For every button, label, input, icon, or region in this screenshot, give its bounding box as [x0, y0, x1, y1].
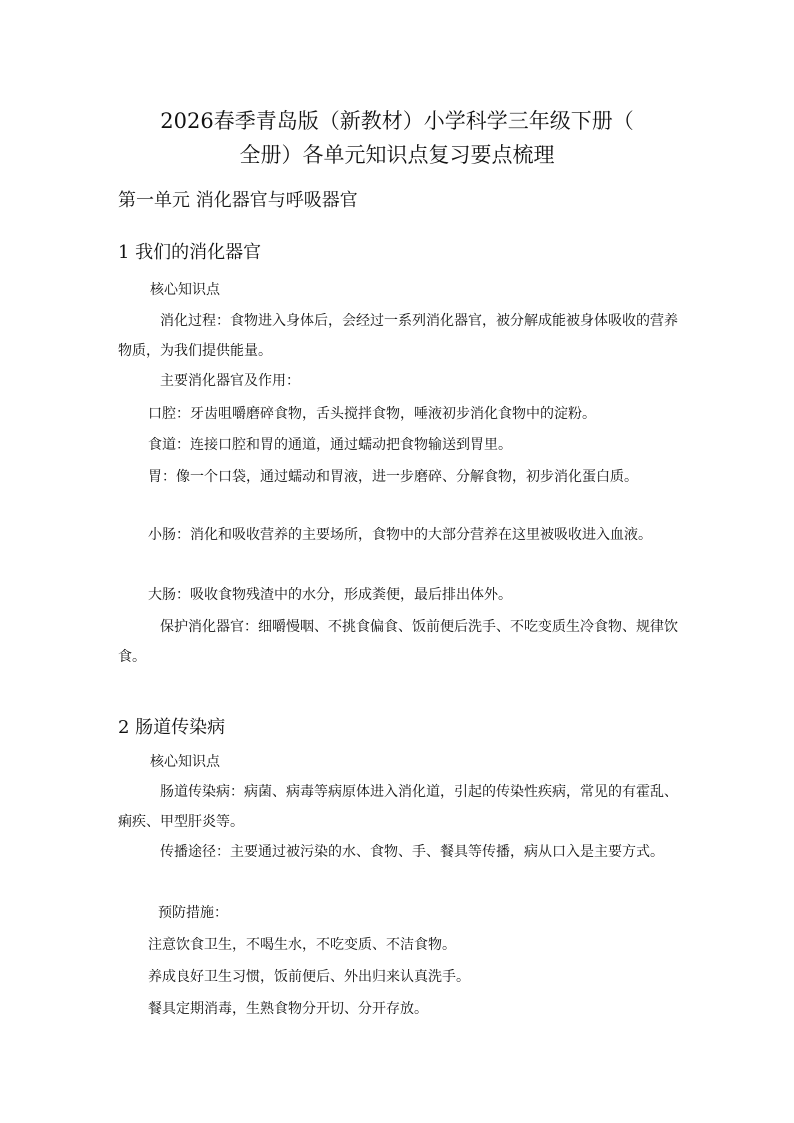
digestion-process-text: 消化过程：食物进入身体后，会经过一系列消化器官，被分解成能被身体吸收的营养物质，为我们提供能量。 — [118, 313, 678, 359]
lesson2-heading: 2 肠道传染病 — [118, 717, 226, 738]
lesson2-core-label: 核心知识点 — [150, 754, 220, 770]
protect-digestive-text: 保护消化器官：细嚼慢咽、不挑食偏食、饭前便后洗手、不吃变质生冷食物、规律饮食。 — [118, 619, 678, 665]
prevention-label: 预防措施： — [158, 905, 228, 921]
document-title — [112, 104, 682, 172]
digestive-organs-label: 主要消化器官及作用： — [160, 373, 300, 389]
transmission-text: 传播途径：主要通过被污染的水、食物、手、餐具等传播，病从口入是主要方式。 — [160, 844, 664, 860]
mouth-text: 口腔：牙齿咀嚼磨碎食物，舌头搅拌食物，唾液初步消化食物中的淀粉。 — [148, 406, 596, 422]
esophagus-text: 食道：连接口腔和胃的通道，通过蠕动把食物输送到胃里。 — [148, 437, 512, 453]
large-intestine-text: 大肠：吸收食物残渣中的水分，形成粪便，最后排出体外。 — [148, 587, 512, 603]
small-intestine-text: 小肠：消化和吸收营养的主要场所，食物中的大部分营养在这里被吸收进入血液。 — [148, 527, 652, 543]
lesson1-heading: 1 我们的消化器官 — [118, 242, 262, 263]
unit1-heading: 第一单元 消化器官与呼吸器官 — [118, 190, 358, 211]
intestinal-disease-definition: 肠道传染病：病菌、病毒等病原体进入消化道，引起的传染性疾病，常见的有霍乱、痢疾、甲型肝炎等。 — [118, 784, 678, 830]
prevention-measure-2: 养成良好卫生习惯，饭前便后、外出归来认真洗手。 — [148, 969, 470, 985]
document-title-line1: 2026春季青岛版（新教材）小学科学三年级下册（ — [160, 109, 634, 133]
document-title-line2: 全册）各单元知识点复习要点梳理 — [239, 143, 555, 167]
prevention-measure-3: 餐具定期消毒，生熟食物分开切、分开存放。 — [148, 1001, 428, 1017]
stomach-text: 胃：像一个口袋，通过蠕动和胃液，进一步磨碎、分解食物，初步消化蛋白质。 — [148, 469, 638, 485]
lesson1-core-label: 核心知识点 — [150, 282, 220, 298]
prevention-measure-1: 注意饮食卫生，不喝生水，不吃变质、不洁食物。 — [148, 937, 456, 953]
